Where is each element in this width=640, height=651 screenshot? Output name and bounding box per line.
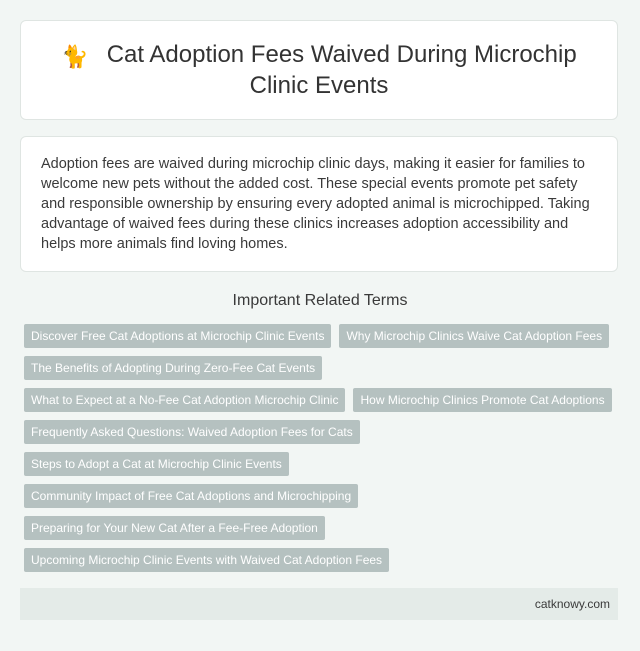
related-term-tag[interactable]: The Benefits of Adopting During Zero-Fee Cat Events <box>24 356 322 380</box>
page-title-text: Cat Adoption Fees Waived During Microchip Clinic Events <box>106 41 577 99</box>
tag-row <box>24 388 624 412</box>
related-term-tag[interactable]: Preparing for Your New Cat After a Fee-Free Adoption <box>24 516 325 540</box>
footer <box>20 588 618 620</box>
tag-row <box>24 356 624 380</box>
related-term-tag[interactable]: Upcoming Microchip Clinic Events with Waived Cat Adoption Fees <box>24 548 389 572</box>
related-term-tag[interactable]: Community Impact of Free Cat Adoptions and Microchipping <box>24 484 358 508</box>
tag-row <box>24 484 624 508</box>
tag-row <box>24 324 624 348</box>
description-text: Adoption fees are waived during microchip clinic days, making it easier for families to welcome new pets without the added cost. These special events promote pet safety and responsible ownership by ensuring every adopted animal is microchipped. Taking advantage of waived fees during these clinics increases adoption accessibility and helps more animals find loving homes. <box>41 156 590 252</box>
title-card <box>20 20 618 120</box>
related-term-tag[interactable]: How Microchip Clinics Promote Cat Adoptions <box>353 388 611 412</box>
tag-row <box>24 452 624 476</box>
related-term-tag[interactable]: Steps to Adopt a Cat at Microchip Clinic Events <box>24 452 289 476</box>
footer-site-link[interactable]: catknowy.com <box>534 597 610 611</box>
related-term-tag[interactable]: Why Microchip Clinics Waive Cat Adoption Fees <box>339 324 609 348</box>
page-title <box>49 40 589 100</box>
related-term-tag[interactable]: What to Expect at a No-Fee Cat Adoption Microchip Clinic <box>24 388 345 412</box>
tag-row <box>24 516 624 540</box>
related-terms-heading: Important Related Terms <box>232 292 408 309</box>
tag-row <box>24 548 624 572</box>
description-card <box>20 136 618 272</box>
cat-icon: 🐈 <box>61 44 89 69</box>
tag-row <box>24 420 624 444</box>
related-term-tag[interactable]: Discover Free Cat Adoptions at Microchip Clinic Events <box>24 324 331 348</box>
related-term-tag[interactable]: Frequently Asked Questions: Waived Adoption Fees for Cats <box>24 420 360 444</box>
related-terms-list <box>24 324 624 580</box>
